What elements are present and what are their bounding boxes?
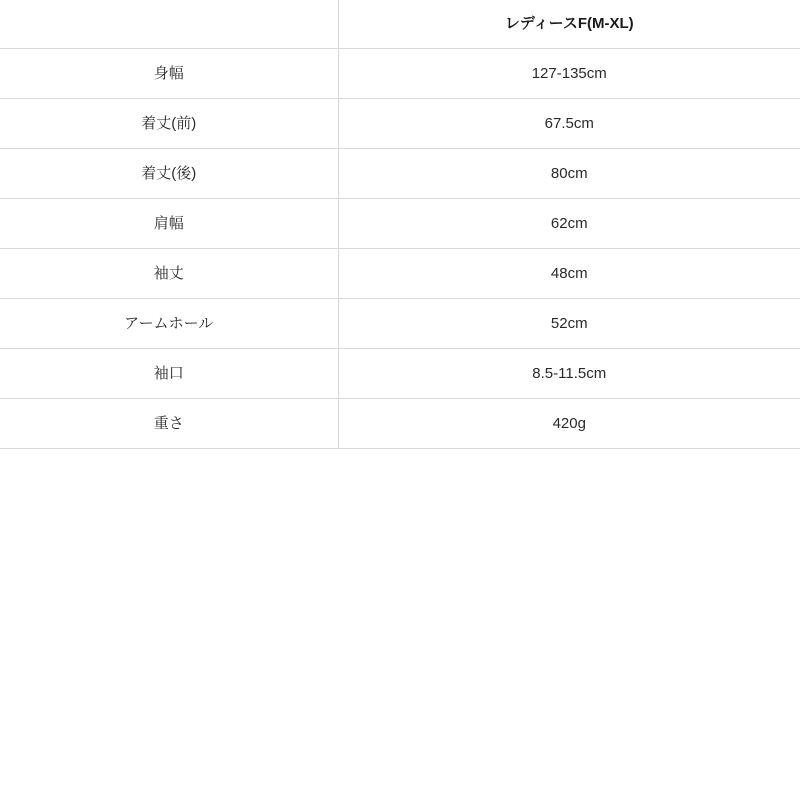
table-row <box>0 299 800 349</box>
row-value-sleeve-length: 48cm <box>338 249 800 299</box>
row-label-shoulder-width: 肩幅 <box>0 199 338 249</box>
table-body <box>0 49 800 449</box>
table-row <box>0 199 800 249</box>
header-label-column <box>0 0 338 49</box>
row-value-shoulder-width: 62cm <box>338 199 800 249</box>
table-header <box>0 0 800 49</box>
header-value-column: レディースF(M-XL) <box>338 0 800 49</box>
row-label-length-back: 着丈(後) <box>0 149 338 199</box>
table-row <box>0 49 800 99</box>
row-value-cuff: 8.5-11.5cm <box>338 349 800 399</box>
row-label-sleeve-length: 袖丈 <box>0 249 338 299</box>
row-label-armhole: アームホール <box>0 299 338 349</box>
row-label-body-width: 身幅 <box>0 49 338 99</box>
row-value-length-back: 80cm <box>338 149 800 199</box>
table-row <box>0 349 800 399</box>
table-row <box>0 249 800 299</box>
row-label-weight: 重さ <box>0 399 338 449</box>
row-label-cuff: 袖口 <box>0 349 338 399</box>
row-value-armhole: 52cm <box>338 299 800 349</box>
row-label-length-front: 着丈(前) <box>0 99 338 149</box>
table-header-row <box>0 0 800 49</box>
table-row <box>0 149 800 199</box>
row-value-body-width: 127-135cm <box>338 49 800 99</box>
table-row <box>0 99 800 149</box>
row-value-weight: 420g <box>338 399 800 449</box>
row-value-length-front: 67.5cm <box>338 99 800 149</box>
table-row <box>0 399 800 449</box>
